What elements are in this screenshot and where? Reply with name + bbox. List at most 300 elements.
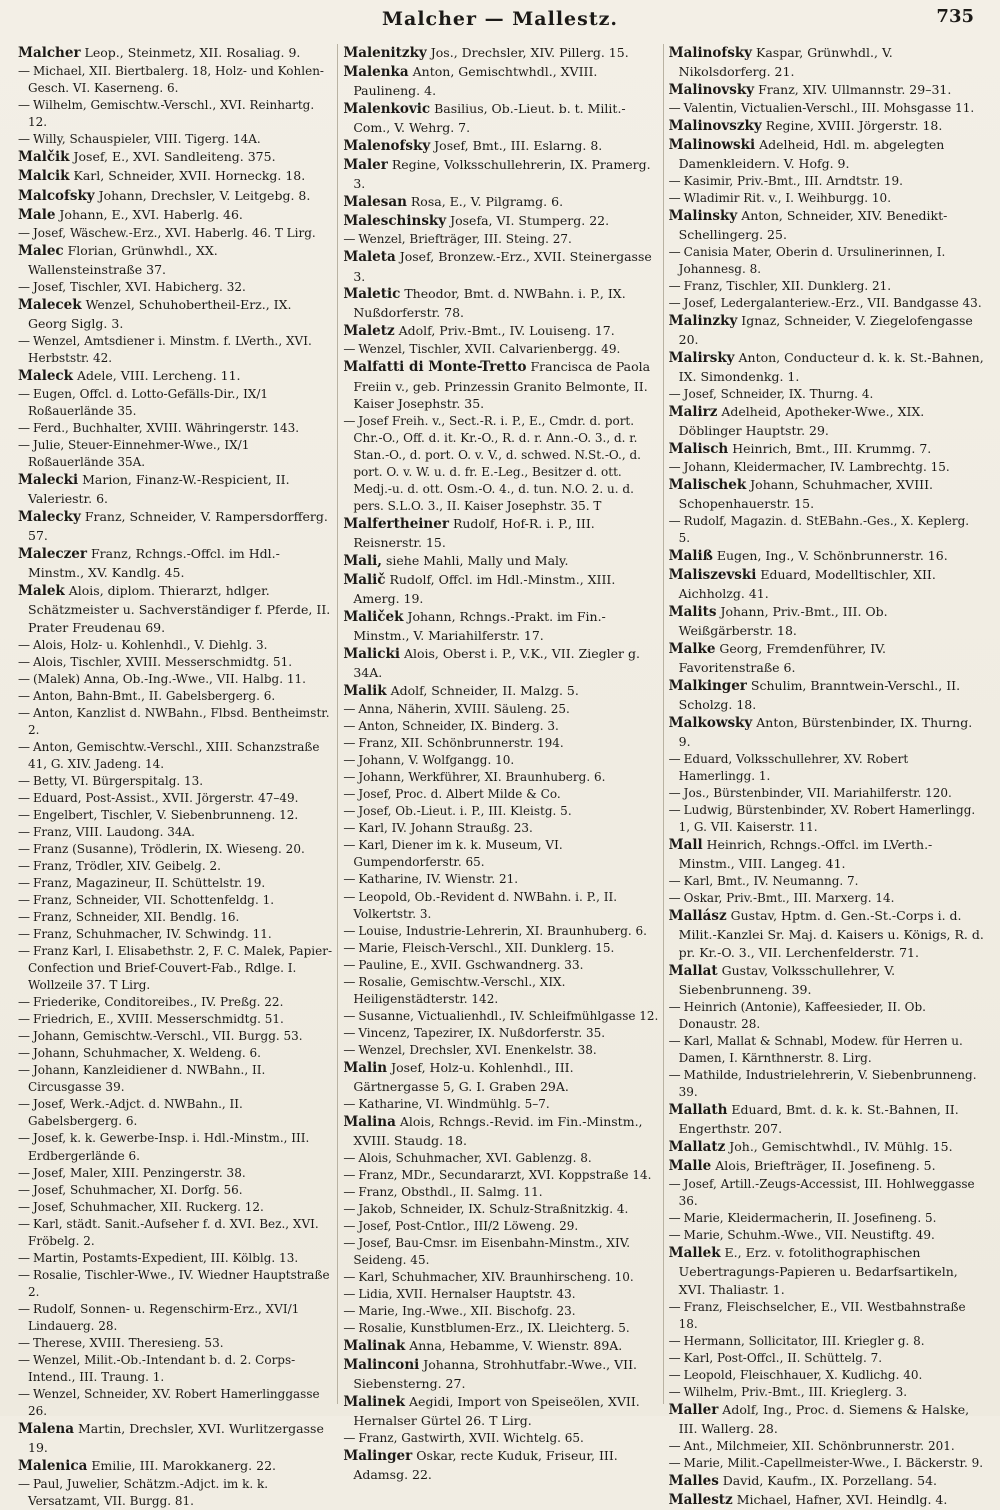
directory-entry xyxy=(18,1386,333,1420)
entry-details: Mathilde, Industrielehrerin, V. Siebenbrunneng. 39. xyxy=(678,1067,977,1099)
directory-entry xyxy=(669,999,984,1033)
directory-entry xyxy=(343,974,658,1008)
entry-dash: — xyxy=(18,910,30,925)
directory-entry xyxy=(18,1352,333,1386)
directory-entry xyxy=(669,547,984,566)
entry-dash: — xyxy=(343,1042,356,1057)
directory-entry xyxy=(343,769,658,786)
entry-dash: — xyxy=(18,671,30,686)
directory-entry xyxy=(18,187,333,206)
entry-details: Anton, Gemischtwhdl., XVIII. Paulineng. 4. xyxy=(353,64,598,99)
directory-entry xyxy=(18,1476,333,1510)
entry-dash: — xyxy=(18,421,30,436)
entry-surname: Malič xyxy=(343,572,386,589)
entry-details: Heinrich, Bmt., III. Krummg. 7. xyxy=(732,441,932,456)
directory-entry xyxy=(18,367,333,386)
directory-entry xyxy=(18,875,333,892)
entry-details: Michael, Hafner, XVI. Heindlg. 4. xyxy=(736,1492,948,1508)
entry-details: Leopold, Fleischhauer, X. Kudlichg. 40. xyxy=(683,1367,923,1382)
directory-entry xyxy=(669,640,984,677)
entry-details: Johann, Werkführer, XI. Braunhuberg. 6. xyxy=(358,770,606,785)
entry-details: Franz, Fleischselcher, E., VII. Westbahnstraße 18. xyxy=(678,1299,966,1331)
entry-details: siehe Mahli, Mally und Maly. xyxy=(385,553,569,569)
entry-details: Alois, Briefträger, II. Josefineng. 5. xyxy=(715,1157,936,1173)
entry-details: Marie, Ing.-Wwe., XII. Bischofg. 23. xyxy=(358,1303,576,1318)
directory-entry xyxy=(669,295,984,312)
entry-surname: Mallek xyxy=(668,1245,721,1262)
directory-entry xyxy=(669,190,984,207)
entry-details: Wenzel, Briefträger, III. Steing. 27. xyxy=(358,232,572,247)
entry-dash: — xyxy=(668,1176,681,1191)
directory-entry xyxy=(18,225,333,242)
directory-entry xyxy=(669,278,984,295)
directory-entry xyxy=(669,1244,984,1299)
entry-dash: — xyxy=(668,785,681,800)
entry-details: Wilhelm, Priv.-Bmt., III. Krieglerg. 3. xyxy=(683,1384,908,1399)
entry-dash: — xyxy=(343,923,356,938)
directory-entry xyxy=(18,333,333,367)
entry-details: Anton, Schneider, XIV. Benedikt-Schellingerg. 25. xyxy=(678,208,948,243)
directory-entry xyxy=(669,677,984,714)
entry-surname: Malirz xyxy=(668,404,718,421)
entry-surname: Maletz xyxy=(343,323,395,340)
directory-entry xyxy=(669,459,984,476)
directory-entry xyxy=(669,136,984,173)
directory-entry xyxy=(18,1216,333,1250)
entry-dash: — xyxy=(18,807,30,822)
directory-entry xyxy=(669,1176,984,1210)
entry-details: Marie, Milit.-Capellmeister-Wwe., I. Bäckerstr. 9. xyxy=(683,1455,984,1470)
entry-details: Florian, Grünwhdl., XX. Wallensteinstraße 37. xyxy=(28,242,218,278)
directory-entry xyxy=(669,100,984,117)
entry-dash: — xyxy=(18,773,30,788)
entry-details: Anton, Gemischtw.-Verschl., XIII. Schanzstraße 41, G. XIV. Jadeng. 14. xyxy=(28,739,320,771)
directory-entry xyxy=(18,63,333,97)
directory-entry xyxy=(669,1491,984,1510)
entry-details: Gustav, Hptm. d. Gen.-St.-Corps i. d. Milit.-Kanzlei Sr. Maj. d. Kaisers u. Königs, R. d. pr. Kr.-O. 3., VII. Lerchenfelderstr. 71. xyxy=(678,907,984,960)
entry-surname: Malinger xyxy=(343,1448,413,1464)
entry-details: Franz, Trödler, XIV. Geibelg. 2. xyxy=(33,858,221,873)
directory-entry xyxy=(343,63,658,100)
entry-details: Adolf, Schneider, II. Malzg. 5. xyxy=(390,683,579,698)
directory-entry xyxy=(343,1303,658,1320)
directory-entry xyxy=(18,1165,333,1182)
entry-details: Paul, Juwelier, Schätzm.-Adjct. im k. k. Versatzamt, VII. Burgg. 81. xyxy=(28,1477,269,1509)
entry-details: Eduard, Modelltischler, XII. Aichholzg. 41. xyxy=(678,567,936,602)
directory-entry xyxy=(669,312,984,349)
entry-surname: Malisch xyxy=(668,441,729,457)
entry-dash: — xyxy=(18,739,30,754)
entry-dash: — xyxy=(18,858,30,873)
directory-entry xyxy=(343,515,658,552)
directory-entry xyxy=(343,837,658,871)
entry-dash: — xyxy=(18,1352,30,1367)
entry-details: Therese, XVIII. Theresieng. 53. xyxy=(33,1335,224,1350)
entry-details: Josef, Post-Cntlor., III/2 Löweng. 29. xyxy=(358,1218,579,1233)
directory-entry xyxy=(343,248,658,285)
entry-dash: — xyxy=(668,999,681,1014)
directory-entry xyxy=(669,836,984,873)
entry-details: Heinrich (Antonie), Kaffeesieder, II. Ob. Donaustr. 28. xyxy=(678,999,926,1031)
entry-details: Josefa, VI. Stumperg. 22. xyxy=(450,213,610,229)
directory-entry xyxy=(343,923,658,940)
entry-details: Georg, Fremdenführer, IV. Favoritenstraße 6. xyxy=(678,641,886,676)
entry-details: Julie, Steuer-Einnehmer-Wwe., IX/1 Roßauerlände 35A. xyxy=(28,438,250,470)
entry-details: Johanna, Strohhutfabr.-Wwe., VII. Siebensterng. 27. xyxy=(353,1357,637,1392)
entry-details: Anna, Näherin, XVIII. Säuleng. 25. xyxy=(358,702,570,717)
directory-entry xyxy=(18,1182,333,1199)
entry-dash: — xyxy=(18,1165,30,1180)
directory-entry xyxy=(669,349,984,386)
entry-details: Lidia, XVII. Hernalser Hauptstr. 43. xyxy=(358,1286,576,1301)
entry-dash: — xyxy=(343,232,356,247)
directory-entry xyxy=(669,890,984,907)
entry-details: Wenzel, Amtsdiener i. Minstm. f. LVerth., XVI. Herbststr. 42. xyxy=(28,333,312,365)
entry-surname: Malcofsky xyxy=(18,187,95,204)
entry-dash: — xyxy=(18,1131,30,1146)
entry-dash: — xyxy=(18,637,30,652)
entry-dash: — xyxy=(18,927,30,942)
directory-entry xyxy=(18,420,333,437)
directory-entry xyxy=(343,608,658,645)
entry-surname: Male xyxy=(18,206,56,223)
entry-surname: Maliček xyxy=(343,609,404,626)
directory-entry xyxy=(343,1356,658,1393)
directory-entry xyxy=(669,907,984,962)
directory-entry xyxy=(669,117,984,136)
directory-entry xyxy=(343,718,658,735)
entry-dash: — xyxy=(668,1228,681,1243)
entry-details: Anna, Hebamme, V. Wienstr. 89A. xyxy=(409,1338,623,1353)
directory-entry xyxy=(343,1184,658,1201)
entry-details: Franz, Schuhmacher, IV. Schwindg. 11. xyxy=(33,927,272,942)
entry-dash: — xyxy=(343,872,356,887)
entry-dash: — xyxy=(343,1269,356,1284)
entry-details: Karl, Bmt., IV. Neumanng. 7. xyxy=(683,873,859,888)
entry-surname: Malinak xyxy=(343,1338,406,1354)
entry-details: Josef, E., XVI. Sandleiteng. 375. xyxy=(73,149,276,165)
directory-entry xyxy=(18,131,333,148)
directory-entry xyxy=(18,206,333,225)
directory-entry xyxy=(18,671,333,688)
directory-entry xyxy=(669,81,984,100)
entry-details: Leopold, Ob.-Revident d. NWBahn. i. P., II. Volkertstr. 3. xyxy=(353,889,618,921)
entry-details: Josef, Werk.-Adjct. d. NWBahn., II. Gabelsbergerg. 6. xyxy=(28,1097,243,1129)
entry-surname: Malinofsky xyxy=(668,45,753,61)
entry-dash: — xyxy=(18,1301,30,1316)
entry-dash: — xyxy=(343,940,356,955)
entry-dash: — xyxy=(343,1430,356,1445)
directory-entry xyxy=(18,637,333,654)
directory-entry xyxy=(343,156,658,193)
entry-details: Wenzel, Schneider, XV. Robert Hamerlinggasse 26. xyxy=(28,1386,320,1418)
entry-details: Eduard, Volksschullehrer, XV. Robert Hamerlingg. 1. xyxy=(678,751,909,783)
entry-details: Josef, Tischler, XVI. Habicherg. 32. xyxy=(33,279,246,294)
entry-surname: Malicki xyxy=(343,646,400,663)
entry-details: Franz, Gastwirth, XVII. Wichtelg. 65. xyxy=(358,1430,584,1445)
directory-entry xyxy=(343,44,658,63)
directory-entry xyxy=(18,148,333,167)
entry-surname: Malfertheiner xyxy=(343,516,449,533)
directory-entry xyxy=(343,752,658,769)
entry-dash: — xyxy=(343,957,356,972)
directory-entry xyxy=(343,645,658,682)
entry-details: Martin, Drechsler, XVI. Wurlitzergasse 19. xyxy=(28,1421,324,1456)
directory-entry xyxy=(343,341,658,358)
directory-entry xyxy=(669,1067,984,1101)
directory-entry xyxy=(18,242,333,279)
directory-entry xyxy=(18,508,333,545)
directory-entry xyxy=(343,682,658,701)
entry-details: Franz, XII. Schönbrunnerstr. 194. xyxy=(358,736,564,751)
entry-dash: — xyxy=(343,736,356,751)
directory-entry xyxy=(343,1393,658,1430)
directory-entry xyxy=(669,962,984,999)
column-3 xyxy=(668,44,984,1509)
entry-details: Alois, Schuhmacher, XVI. Gablenzg. 8. xyxy=(358,1150,592,1165)
entry-surname: Malecky xyxy=(18,509,81,526)
directory-entry xyxy=(18,167,333,186)
directory-entry xyxy=(18,654,333,671)
entry-dash: — xyxy=(18,688,30,703)
entry-dash: — xyxy=(343,1235,356,1250)
entry-dash: — xyxy=(18,995,30,1010)
entry-dash: — xyxy=(668,279,681,294)
entry-details: Josef, Schneider, IX. Thurng. 4. xyxy=(683,387,874,402)
entry-dash: — xyxy=(668,1384,681,1399)
entry-dash: — xyxy=(18,279,30,294)
directory-entry xyxy=(669,207,984,244)
entry-surname: Malecki xyxy=(18,472,79,489)
directory-entry xyxy=(669,244,984,278)
entry-details: Eugen, Offcl. d. Lotto-Gefälls-Dir., IX/1 Roßauerlände 35. xyxy=(28,387,269,419)
entry-details: Alois, Rchngs.-Revid. im Fin.-Minstm., XVIII. Staudg. 18. xyxy=(353,1113,643,1148)
entry-dash: — xyxy=(343,1286,356,1301)
directory-entry xyxy=(343,735,658,752)
entry-dash: — xyxy=(18,790,30,805)
directory-entry xyxy=(343,1218,658,1235)
directory-entry xyxy=(343,1337,658,1356)
entry-surname: Malkinger xyxy=(668,678,747,695)
directory-columns xyxy=(18,44,984,1509)
entry-dash: — xyxy=(668,460,681,475)
entry-dash: — xyxy=(668,873,681,888)
entry-dash: — xyxy=(18,132,30,147)
entry-details: Marie, Fleisch-Verschl., XII. Dunklerg. 15. xyxy=(358,940,615,955)
entry-details: Franz, MDr., Secundararzt, XVI. Koppstraße 14. xyxy=(358,1167,652,1182)
entry-details: Josef, Proc. d. Albert Milde & Co. xyxy=(358,787,561,802)
entry-details: Rosalie, Tischler-Wwe., IV. Wiedner Hauptstraße 2. xyxy=(28,1267,330,1299)
entry-details: Johann, Priv.-Bmt., III. Ob. Weißgärberstr. 18. xyxy=(678,604,888,639)
entry-details: Regine, XVIII. Jörgerstr. 18. xyxy=(765,118,943,134)
entry-surname: Malinconi xyxy=(343,1357,420,1374)
entry-details: Wladimir Rit. v., I. Weihburgg. 10. xyxy=(683,191,892,206)
directory-entry xyxy=(669,1384,984,1401)
entry-details: Adelheid, Hdl. m. abgelegten Damenkleidern. V. Hofg. 9. xyxy=(678,137,945,172)
entry-dash: — xyxy=(18,1012,30,1027)
directory-entry xyxy=(669,173,984,190)
entry-details: Friederike, Conditoreibes., IV. Preßg. 22. xyxy=(33,995,284,1010)
entry-details: Marie, Schuhm.-Wwe., VII. Neustiftg. 49. xyxy=(683,1228,935,1243)
entry-details: (Malek) Anna, Ob.-Ing.-Wwe., VII. Halbg. 11. xyxy=(33,671,306,686)
directory-entry xyxy=(343,701,658,718)
entry-details: Josef, Schuhmacher, XII. Ruckerg. 12. xyxy=(33,1199,264,1214)
directory-entry xyxy=(669,1438,984,1455)
entry-details: Katharine, VI. Windmühlg. 5–7. xyxy=(358,1096,550,1111)
entry-dash: — xyxy=(18,1216,30,1231)
entry-dash: — xyxy=(18,824,30,839)
entry-details: Karl, Post-Offcl., II. Schüttelg. 7. xyxy=(683,1350,883,1365)
directory-entry xyxy=(669,566,984,603)
directory-entry xyxy=(669,1350,984,1367)
entry-dash: — xyxy=(343,414,356,429)
directory-entry xyxy=(343,285,658,322)
directory-entry xyxy=(343,137,658,156)
entry-surname: Malinsky xyxy=(668,208,738,225)
entry-details: Valentin, Victualien-Verschl., III. Mohsgasse 11. xyxy=(683,101,975,116)
directory-entry xyxy=(343,571,658,608)
entry-surname: Malcher xyxy=(18,45,81,61)
directory-entry xyxy=(669,751,984,785)
entry-dash: — xyxy=(18,1199,30,1214)
entry-details: Adelheid, Apotheker-Wwe., XIX. Döblinger Hauptstr. 29. xyxy=(678,404,925,439)
entry-dash: — xyxy=(343,1150,356,1165)
entry-surname: Mallath xyxy=(668,1101,728,1118)
entry-details: Aegidi, Import von Speiseölen, XVII. Hernalser Gürtel 26. T Lirg. xyxy=(353,1394,640,1429)
entry-dash: — xyxy=(668,1299,681,1314)
entry-details: Franz, VIII. Laudong. 34A. xyxy=(33,824,195,839)
entry-details: Johann, Gemischtw.-Verschl., VII. Burgg. 53. xyxy=(33,1029,303,1044)
entry-details: Anton, Kanzlist d. NWBahn., Flbsd. Bentheimstr. 2. xyxy=(28,705,330,737)
entry-details: Josef, Schuhmacher, XI. Dorfg. 56. xyxy=(33,1182,243,1197)
entry-dash: — xyxy=(343,753,356,768)
directory-entry xyxy=(18,858,333,875)
directory-entry xyxy=(343,803,658,820)
entry-details: Rudolf, Sonnen- u. Regenschirm-Erz., XVI/1 Lindauerg. 28. xyxy=(28,1301,300,1333)
entry-details: Wenzel, Drechsler, XVI. Enenkelstr. 38. xyxy=(358,1042,597,1057)
entry-details: Louise, Industrie-Lehrerin, XI. Braunhuberg. 6. xyxy=(358,923,647,938)
entry-details: Alois, Tischler, XVIII. Messerschmidtg. 51. xyxy=(33,654,293,669)
entry-surname: Maleczer xyxy=(18,546,87,562)
directory-entry xyxy=(343,820,658,837)
directory-entry xyxy=(18,926,333,943)
directory-entry xyxy=(18,386,333,420)
entry-details: Josef, Bronzew.-Erz., XVII. Steinergasse 3. xyxy=(353,249,652,284)
directory-entry xyxy=(343,1201,658,1218)
entry-details: Anton, Schneider, IX. Binderg. 3. xyxy=(358,719,559,734)
directory-entry xyxy=(18,1199,333,1216)
directory-entry xyxy=(18,97,333,131)
entry-details: Johann, Schuhmacher, XVIII. Schopenhauerstr. 15. xyxy=(678,477,933,512)
directory-entry xyxy=(18,1096,333,1130)
entry-surname: Malčik xyxy=(18,149,70,166)
entry-dash: — xyxy=(18,1477,30,1492)
entry-details: Franz, XIV. Ullmannstr. 29–31. xyxy=(758,81,952,97)
entry-details: Leop., Steinmetz, XII. Rosaliag. 9. xyxy=(84,45,301,60)
directory-entry xyxy=(343,1150,658,1167)
directory-entry xyxy=(343,1447,658,1484)
directory-entry xyxy=(669,386,984,403)
entry-details: Susanne, Victualienhdl., IV. Schleifmühlgasse 12. xyxy=(358,1008,659,1023)
directory-entry xyxy=(669,403,984,440)
entry-dash: — xyxy=(18,64,30,79)
entry-dash: — xyxy=(18,1335,30,1350)
entry-details: Vincenz, Tapezirer, IX. Nußdorferstr. 35. xyxy=(358,1025,606,1040)
directory-entry xyxy=(18,1130,333,1164)
entry-details: Josef, Wäschew.-Erz., XVI. Haberlg. 46. T Lirg. xyxy=(33,225,316,240)
entry-details: Johann, E., XVI. Haberlg. 46. xyxy=(59,206,243,222)
entry-details: Wenzel, Tischler, XVII. Calvarienbergg. 49. xyxy=(358,342,621,357)
directory-entry xyxy=(18,841,333,858)
entry-dash: — xyxy=(18,654,30,669)
directory-entry xyxy=(669,1210,984,1227)
directory-entry xyxy=(669,1157,984,1176)
entry-details: Canisia Mater, Oberin d. Ursulinerinnen, I. Johannesg. 8. xyxy=(678,245,946,277)
entry-dash: — xyxy=(18,893,30,908)
entry-surname: Malec xyxy=(18,242,64,259)
entry-surname: Malke xyxy=(668,641,716,658)
directory-entry xyxy=(18,994,333,1011)
entry-details: Franz, Schneider, V. Rampersdorfferg. 57. xyxy=(28,509,328,544)
entry-dash: — xyxy=(668,1350,681,1365)
entry-details: Franz, Magazineur, II. Schüttelstr. 19. xyxy=(33,876,266,890)
entry-surname: Malenofsky xyxy=(343,137,431,154)
entry-surname: Malina xyxy=(343,1113,396,1130)
entry-dash: — xyxy=(18,1046,30,1061)
entry-dash: — xyxy=(343,702,356,717)
entry-details: Eduard, Post-Assist., XVII. Jörgerstr. 47–49. xyxy=(33,790,299,805)
directory-entry xyxy=(18,1011,333,1028)
directory-entry xyxy=(343,940,658,957)
directory-entry xyxy=(18,1062,333,1096)
entry-details: Rosalie, Kunstblumen-Erz., IX. Lleichterg. 5. xyxy=(358,1320,630,1335)
entry-details: Pauline, E., XVII. Gschwandnerg. 33. xyxy=(358,957,584,972)
entry-surname: Malik xyxy=(343,683,387,699)
directory-entry xyxy=(343,100,658,137)
entry-surname: Maleck xyxy=(18,367,73,384)
entry-details: Friedrich, E., XVIII. Messerschmidtg. 51. xyxy=(33,1012,284,1027)
entry-details: Franz, Tischler, XII. Dunklerg. 21. xyxy=(683,279,892,294)
entry-details: Schulim, Branntwein-Verschl., II. Scholzg. 18. xyxy=(678,678,961,713)
entry-details: Marion, Finanz-W.-Respicient, II. Valeriestr. 6. xyxy=(28,472,290,507)
entry-details: Anton, Bahn-Bmt., II. Gabelsbergerg. 6. xyxy=(33,688,276,703)
entry-dash: — xyxy=(18,1182,30,1197)
entry-details: Emilie, III. Marokkanerg. 22. xyxy=(91,1457,276,1473)
entry-dash: — xyxy=(18,705,30,720)
entry-details: Theodor, Bmt. d. NWBahn. i. P., IX. Nußdorferstr. 78. xyxy=(353,286,626,321)
directory-entry xyxy=(669,1299,984,1333)
directory-entry xyxy=(18,1301,333,1335)
entry-details: Wilhelm, Gemischtw.-Verschl., XVI. Reinhartg. 12. xyxy=(28,98,315,130)
column-2 xyxy=(343,44,659,1483)
entry-dash: — xyxy=(18,876,30,890)
directory-entry xyxy=(18,437,333,471)
entry-details: Josef, Bmt., III. Eslarng. 8. xyxy=(434,137,603,153)
entry-surname: Malkowsky xyxy=(668,714,753,731)
entry-surname: Malits xyxy=(668,604,717,621)
entry-surname: Malinowski xyxy=(668,137,756,154)
entry-surname: Malles xyxy=(668,1472,719,1489)
directory-entry xyxy=(18,807,333,824)
entry-details: Jos., Bürstenbinder, VII. Mariahilferstr. 120. xyxy=(683,785,952,800)
entry-dash: — xyxy=(668,890,681,905)
entry-details: Eduard, Bmt. d. k. k. St.-Bahnen, II. Engerthstr. 207. xyxy=(678,1101,959,1136)
entry-details: Karl, IV. Johann Straußg. 23. xyxy=(358,821,533,836)
entry-details: Rudolf, Magazin. d. StEBahn.-Ges., X. Keplerg. 5. xyxy=(678,514,970,546)
directory-entry xyxy=(669,603,984,640)
entry-details: Wenzel, Milit.-Ob.-Intendant b. d. 2. Corps-Intend., III. Traung. 1. xyxy=(28,1352,296,1384)
entry-dash: — xyxy=(18,1063,30,1078)
